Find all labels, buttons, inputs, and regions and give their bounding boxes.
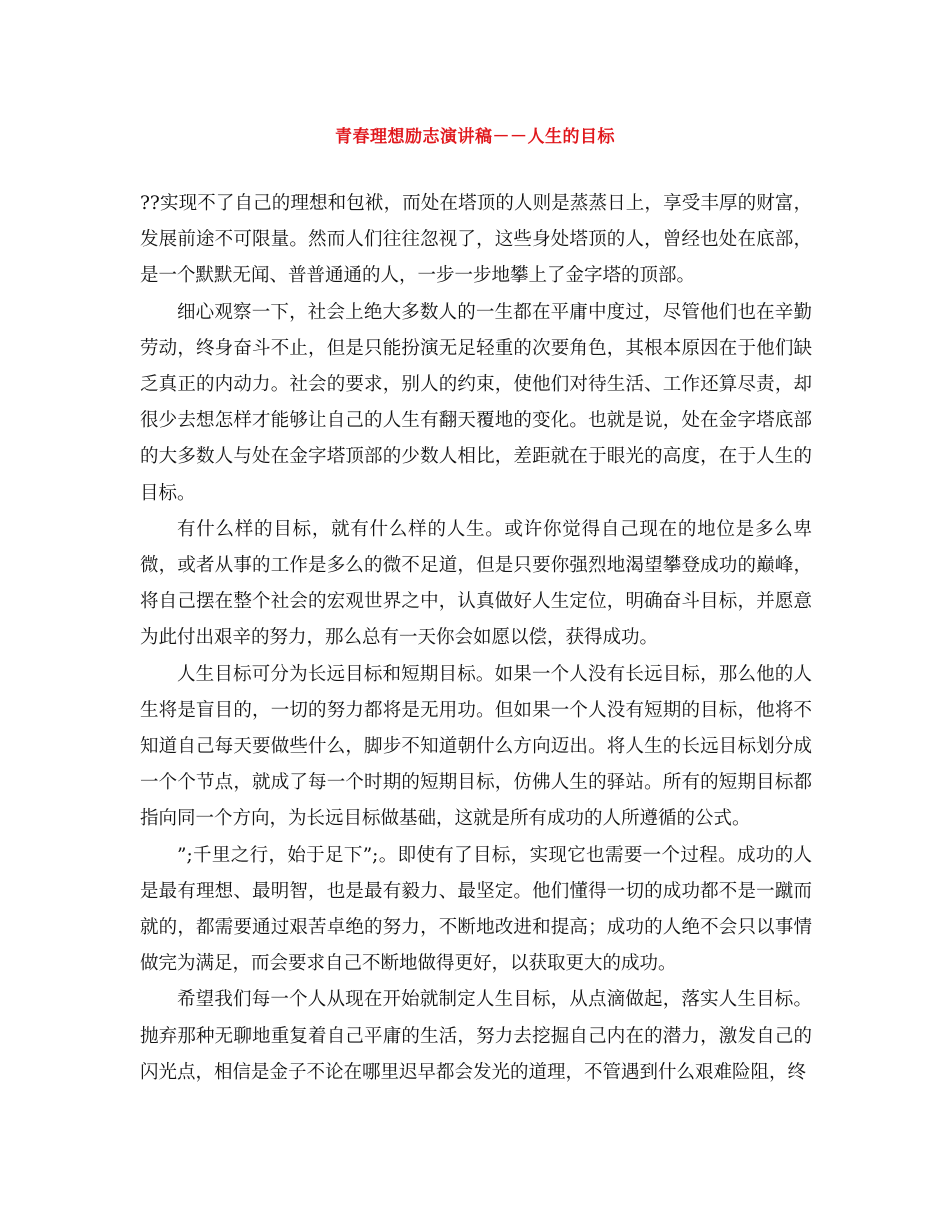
paragraph-3: 有什么样的目标，就有什么样的人生。或许你觉得自己现在的地位是多么卑微，或者从事的工作是多么的微不足道，但是只要你强烈地渴望攀登成功的巅峰，将自己摆在整个社会的宏观世界之中，认真做好人生定位，明确奋斗目标，并愿意为此付出艰辛的努力，那么总有一天你会如愿以偿，获得成功。 xyxy=(140,518,812,649)
paragraph-4: 人生目标可分为长远目标和短期目标。如果一个人没有长远目标，那么他的人生将是盲目的，一切的努力都将是无用功。但如果一个人没有短期的目标，他将不知道自己每天要做些什么，脚步不知道朝什么方向迈出。将人生的长远目标划分成一个个节点，就成了每一个时期的短期目标，仿佛人生的驿站。所有的短期目标都指向同一个方向，为长远目标做基础，这就是所有成功的人所遵循的公式。 xyxy=(140,663,812,830)
paragraph-1: ??实现不了自己的理想和包袱，而处在塔顶的人则是蒸蒸日上，享受丰厚的财富，发展前途不可限量。然而人们往往忽视了，这些身处塔顶的人，曾经也处在底部，是一个默默无闻、普普通通的人，一步一步地攀上了金字塔的顶部。 xyxy=(140,193,812,287)
paragraph-6: 希望我们每一个人从现在开始就制定人生目标，从点滴做起，落实人生目标。抛弃那种无聊地重复着自己平庸的生活，努力去挖掘自己内在的潜力，激发自己的闪光点，相信是金子不论在哪里迟早都会发光的道理，不管遇到什么艰难险阻，终 xyxy=(140,989,812,1083)
document-body xyxy=(140,186,812,1091)
paragraph-2: 细心观察一下，社会上绝大多数人的一生都在平庸中度过，尽管他们也在辛勤劳动，终身奋斗不止，但是只能扮演无足轻重的次要角色，其根本原因在于他们缺乏真正的内动力。社会的要求，别人的约束，使他们对待生活、工作还算尽责，却很少去想怎样才能够让自己的人生有翻天覆地的变化。也就是说，处在金字塔底部的大多数人与处在金字塔顶部的少数人相比，差距就在于眼光的高度，在于人生的目标。 xyxy=(140,301,812,504)
paragraph-5: ”;千里之行，始于足下”;。即使有了目标，实现它也需要一个过程。成功的人是最有理想、最明智，也是最有毅力、最坚定。他们懂得一切的成功都不是一蹴而就的，都需要通过艰苦卓绝的努力，不断地改进和提高；成功的人绝不会只以事情做完为满足，而会要求自己不断地做得更好，以获取更大的成功。 xyxy=(140,844,812,975)
document-title: 青春理想励志演讲稿－－人生的目标 xyxy=(335,127,615,147)
